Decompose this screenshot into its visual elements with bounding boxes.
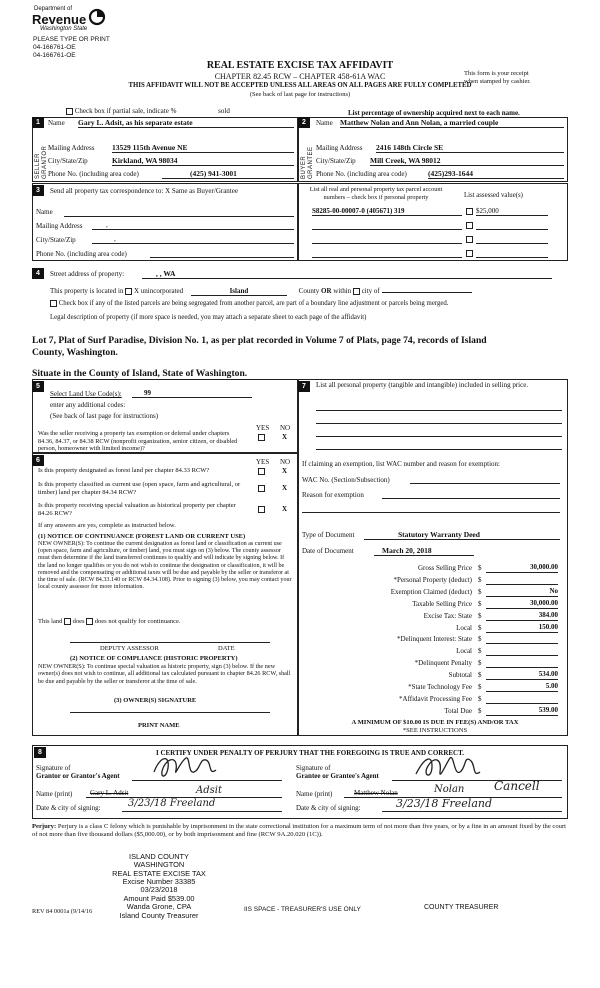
tax-row-value: 30,000.00 (486, 563, 558, 573)
tax-row-label: *Affidavit Processing Fee (399, 695, 472, 703)
street-address: , , WA (142, 269, 552, 279)
parcel-blank-line[interactable] (312, 249, 462, 258)
assessed-header: List assessed value(s) (464, 192, 523, 199)
grantee-date-field[interactable] (382, 797, 562, 812)
grantor-sig-label-line2: Grantor or Grantor's Agent (36, 772, 120, 781)
exemption-yes-checkbox[interactable] (258, 434, 265, 441)
perjury-notice (32, 823, 568, 839)
grantee-print-label: Name (print) (296, 790, 333, 798)
grantor-signature-scribble (150, 752, 220, 784)
notice-compliance-body: NEW OWNER(S): To continue special valuation as historic property, sign (3) below. If the new owner(s) does not wish to continue, all additional tax calculated pursuant to chapter 84.26 RCW, shall be due and payable by the seller or transferor at the time of sale. (38, 663, 291, 685)
tax-row-label: *Delinquent Penalty (414, 659, 472, 667)
swirl-logo-icon (88, 8, 106, 26)
tax-row-currency: $ (478, 671, 482, 679)
personal-property-checkbox[interactable] (466, 208, 473, 215)
seller-phone: (425) 941-3001 (162, 169, 294, 179)
land-use-see-back: (See back of last page for instructions) (50, 412, 159, 420)
section-number: 4 (32, 268, 44, 279)
historic-answer: X (282, 505, 288, 513)
form-revision: REV 84 0001a (9/14/16 (32, 908, 93, 915)
date-label: DATE (218, 645, 235, 652)
assessed-blank-line[interactable] (476, 235, 548, 244)
historic-yes-checkbox[interactable] (258, 506, 265, 513)
tax-row-value: 539.00 (486, 706, 558, 716)
tax-row-label: Subtotal (448, 671, 472, 679)
tax-row-label: Taxable Selling Price (412, 600, 472, 608)
minimum-note: A MINIMUM OF $10.00 IS DUE IN FEE(S) AND/OR TAX (351, 719, 519, 726)
logo-revenue: Revenue (32, 12, 87, 27)
forest-yes-checkbox[interactable] (258, 468, 265, 475)
section-number: 1 (32, 117, 44, 128)
tax-row-value (486, 634, 558, 644)
no-header: NO (280, 424, 291, 432)
buyer-address: 2416 148th Circle SE (376, 143, 564, 153)
tax-row-value (486, 694, 558, 704)
seller-city-label: City/State/Zip (48, 157, 88, 165)
tax-row-value: 30,000.00 (486, 599, 558, 609)
partial-sale-checkbox[interactable] (66, 108, 73, 115)
seller-name: Gary L. Adsit, as his separate estate (78, 118, 294, 128)
stamp-line: Wanda Grone, CPA (126, 902, 192, 912)
additional-codes-label: enter any additional codes: (50, 401, 126, 409)
grantee-handwritten-city: Cancell (494, 779, 540, 793)
perjury-text: Perjury is a class C felony which is punishable by imprisonment in the state correctional institution for a maximum term of not more than five years, or by a fine in an amount fixed by the court of not more than five thousand dollars ($5,000.00), or by both imprisonment and fine (RCW 9A.20.020 (1C)). (32, 823, 566, 839)
exemption-claim-label: If claiming an exemption, list WAC number and reason for exemption: (302, 460, 500, 468)
page-title: REAL ESTATE EXCISE TAX AFFIDAVIT (206, 60, 394, 71)
tax-row-label: *Delinquent Interest: State (396, 635, 472, 643)
tax-row-currency: $ (478, 564, 482, 572)
tax-row-currency: $ (478, 683, 482, 691)
tax-row-label: Gross Selling Price (417, 564, 472, 572)
buyer-phone: (425)293-1644 (428, 169, 564, 179)
tax-row-value: 384.00 (486, 611, 558, 621)
tax-row-value: 534.00 (486, 670, 558, 680)
legal-description: Lot 7, Plat of Surf Paradise, Division No. 1, as per plat recorded in Volume 7 of Plats, page 74, records of Island (32, 335, 487, 346)
tax-row-currency: $ (478, 647, 482, 655)
print-note: PLEASE TYPE OR PRINT (33, 36, 110, 43)
located-row (50, 285, 472, 296)
see-instructions: *SEE INSTRUCTIONS (402, 727, 468, 734)
does-not-checkbox[interactable] (86, 618, 93, 625)
taxpayer-city-field[interactable] (92, 235, 294, 244)
tax-row-label: Local (456, 624, 472, 632)
tax-row-label: *State Technology Fee (408, 683, 472, 691)
tax-row-value (486, 658, 558, 668)
current-use-yes-checkbox[interactable] (258, 485, 265, 492)
buyer-city: Mill Creek, WA 98012 (370, 156, 564, 166)
city-field[interactable] (382, 285, 472, 293)
grantor-print-label: Name (print) (36, 790, 73, 798)
stamp-line: ISLAND COUNTY WASHINGTON (129, 852, 189, 870)
receipt-note: when stamped by cashier. (464, 78, 531, 85)
continuance-row (38, 618, 181, 626)
ownership-note: List percentage of ownership acquired next to each name. (348, 109, 520, 117)
reason-field[interactable] (382, 491, 560, 499)
within-label: within (333, 287, 352, 295)
personal-property-checkbox[interactable] (466, 222, 473, 229)
forest-answer: X (282, 467, 288, 475)
grantee-handwritten-name: Nolan (434, 784, 465, 795)
doc-type: Statutory Warranty Deed (364, 530, 560, 540)
warning-line: THIS AFFIDAVIT WILL NOT BE ACCEPTED UNLESS ALL AREAS ON ALL PAGES ARE FULLY COMPLETED (128, 82, 472, 89)
form-code: 04-166761-OE (33, 52, 76, 59)
grantor-print-field[interactable] (86, 785, 282, 798)
taxpayer-phone-field[interactable] (150, 249, 294, 258)
tax-row-label: Excise Tax: State (423, 612, 472, 620)
section-number: 7 (298, 381, 310, 392)
current-use-question: Is this property classified as current use (open space, farm and agricultural, or timber) land per chapter 84.34 RCW? (38, 481, 241, 496)
doc-type-label: Type of Document (302, 531, 355, 539)
does-checkbox[interactable] (64, 618, 71, 625)
county-treasurer-label: COUNTY TREASURER (424, 904, 499, 911)
tax-row-label: Total Due (444, 707, 472, 715)
taxpayer-phone-label: Phone No. (including area code) (36, 250, 127, 258)
tax-row-currency: $ (478, 612, 482, 620)
buyer-side-label: BUYER GRANTEE (301, 146, 315, 179)
tax-row-value (486, 646, 558, 656)
stamp-line: Excise Number 33385 (122, 877, 196, 887)
print-name-label: PRINT NAME (138, 722, 180, 729)
reason-field[interactable] (302, 505, 560, 513)
grantor-print-name: Gary L. Adsit (90, 789, 129, 797)
land-use-label: Select Land Use Code(s): (50, 390, 122, 398)
section-number: 3 (32, 185, 44, 196)
tax-row-label: *Personal Property (deduct) (393, 576, 472, 584)
tax-row-currency: $ (478, 635, 482, 643)
segregated-label: Check box if any of the listed parcels are being segregated from another parcel, are part of a boundary line adjustment or parcels being merged. (58, 300, 449, 308)
logo-dept-line: Department of (34, 6, 73, 12)
parcels-header: List all real and personal property tax parcel account numbers – check box if personal property (309, 186, 443, 201)
tax-row-value: 5.00 (486, 682, 558, 692)
deputy-assessor-label: DEPUTY ASSESSOR (100, 645, 159, 652)
grantor-date-label: Date & city of signing: (36, 804, 101, 812)
this-land-label: This land (38, 618, 63, 625)
tax-row-currency: $ (478, 588, 482, 596)
legal-description: County, Washington. (32, 347, 118, 358)
unincorporated-checkbox[interactable] (125, 288, 132, 295)
buyer-city-label: City/State/Zip (316, 157, 356, 165)
seller-address-label: Mailing Address (48, 144, 95, 152)
partial-sale-row (66, 107, 230, 115)
buyer-name-label: Name (316, 119, 333, 127)
or-label: OR (321, 287, 332, 295)
notice-continuance-body: NEW OWNER(S): To continue the current designation as forest land or classification as current use (open space, farm and agriculture, or timber) land, you must sign on (3) below. The county assessor must then determine if the land transferred continues to qualify and will indicate by signing below. If the land no longer qualifies or you do not wish to continue the designation or classification, it will be removed and the compensating or additional taxes will be due and payable by the seller or transferor at the time of sale. (RCW 84.33.140 or RCW 84.34.108). Prior to signing (3) below, you may contact your local county assessor for more information. (38, 541, 292, 591)
exemption-answer: X (282, 433, 288, 441)
grantee-print-name: Matthew Nolan (354, 789, 398, 797)
certify-statement: I CERTIFY UNDER PENALTY OF PERJURY THAT THE FOREGOING IS TRUE AND CORRECT. (155, 749, 464, 757)
grantee-sig-label-line2: Grantee or Grantee's Agent (296, 772, 379, 781)
reason-label: Reason for exemption (302, 491, 364, 499)
same-as-buyer: X Same as Buyer/Grantee (165, 187, 238, 195)
assessed-blank-line[interactable] (476, 221, 548, 230)
taxpayer-city-value: , (114, 235, 116, 243)
wac-label: WAC No. (Section/Subsection) (302, 476, 390, 484)
sold-label: sold (218, 107, 230, 115)
historic-question: Is this property receiving special valuation as historical property per chapter 84.26 RCW? (38, 502, 236, 517)
personal-property-line[interactable] (316, 403, 562, 411)
taxpayer-address-label: Mailing Address (36, 222, 83, 230)
legal-label: Legal description of property (if more space is needed, you may attach a separate sheet to each page of the affidavit) (50, 314, 367, 321)
tax-row-label: Local (456, 647, 472, 655)
seller-exemption-question: Was the seller receiving a property tax exemption or deferral under chapters 84.36, 84.37, or 84.38 RCW (nonprofit organization, senior citizen, or disabled person, homeowner with limited income)? (38, 430, 238, 453)
logo-state: Washington State (40, 26, 88, 32)
doc-date-label: Date of Document (302, 547, 354, 555)
complete-note: If any answers are yes, complete as instructed below. (38, 522, 176, 529)
forest-land-question: Is this property designated as forest land per chapter 84.33 RCW? (38, 467, 210, 474)
grantor-date-field[interactable] (122, 798, 282, 812)
no-header: NO (280, 458, 291, 466)
current-use-answer: X (282, 484, 288, 492)
tax-row-value: No (486, 587, 558, 597)
section-number: 6 (32, 455, 44, 466)
personal-property-checkbox[interactable] (466, 250, 473, 257)
stamp-line: 03/23/2018 (140, 885, 178, 895)
parcel-number: S8285-00-00007-0 (405671) 319 (312, 207, 462, 216)
does-not-label: does not qualify for continuance. (94, 618, 181, 625)
section-number: 5 (32, 381, 44, 392)
taxpayer-city-label: City/State/Zip (36, 236, 76, 244)
wac-field[interactable] (410, 476, 560, 484)
section-number: 8 (34, 747, 46, 758)
legal-description: Situate in the County of Island, State of Washington. (32, 368, 248, 379)
seller-city: Kirkland, WA 98034 (112, 156, 294, 166)
grantee-date-label: Date & city of signing: (296, 804, 361, 812)
buyer-phone-label: Phone No. (including area code) (316, 170, 407, 178)
perjury-label: Perjury: (32, 823, 57, 830)
stamp-line: Island County Treasurer (119, 910, 199, 920)
county-label: County (298, 287, 320, 295)
instructions-note: (See back of last page for instructions) (249, 91, 351, 98)
tax-row-label: Exemption Claimed (deduct) (390, 588, 472, 596)
buyer-address-label: Mailing Address (316, 144, 363, 152)
unincorporated-label: X unincorporated (133, 287, 184, 295)
county-name: Island (191, 287, 287, 296)
seller-side-label: SELLER GRANTOR (35, 145, 49, 179)
grantor-sig-label (36, 764, 120, 781)
taxpayer-address-value: , (106, 221, 108, 229)
personal-property-line[interactable] (316, 442, 562, 450)
parcel-blank-line[interactable] (312, 221, 462, 230)
tax-row-value: 150.00 (486, 623, 558, 633)
land-use-code: 99 (132, 389, 252, 398)
correspondence-label: Send all property tax correspondence to: (50, 187, 164, 195)
taxpayer-label (50, 187, 238, 195)
assessed-value: $25,000 (476, 207, 548, 216)
located-label: This property is located in (50, 287, 124, 295)
grantee-date-city: 3/23/18 Freeland (396, 797, 493, 810)
treasurer-use-label: IIS SPACE - TREASURER'S USE ONLY (244, 906, 361, 913)
tax-row-currency: $ (478, 576, 482, 584)
segregated-checkbox[interactable] (50, 300, 57, 307)
assessed-blank-line[interactable] (476, 249, 548, 258)
tax-row-currency: $ (478, 600, 482, 608)
stamp-line: Amount Paid $539.00 (123, 893, 195, 903)
dor-logo (26, 6, 106, 36)
city-of-label: city of (361, 287, 380, 295)
taxpayer-name-label: Name (36, 208, 53, 216)
deputy-assessor-line[interactable] (70, 637, 270, 643)
treasurer-stamp (104, 853, 214, 920)
form-code: 04-166761-OE (33, 44, 76, 51)
yes-header: YES (256, 424, 270, 432)
parcel-blank-line[interactable] (312, 235, 462, 244)
personal-property-line[interactable] (316, 429, 562, 437)
owner-signature-label: (3) OWNER(S) SIGNATURE (114, 697, 197, 704)
seller-address: 13529 115th Avenue NE (112, 143, 294, 153)
section-number: 2 (298, 117, 310, 128)
tax-row-currency: $ (478, 707, 482, 715)
partial-sale-label: Check box if partial sale, indicate % (74, 107, 177, 115)
grantor-handwritten-name: Adsit (196, 785, 222, 796)
segregated-row (50, 300, 449, 308)
does-label: does (72, 618, 85, 625)
doc-date: March 20, 2018 (374, 546, 474, 556)
city-checkbox[interactable] (353, 288, 360, 295)
tax-row-currency: $ (478, 659, 482, 667)
street-label: Street address of property: (50, 270, 125, 278)
tax-row-currency: $ (478, 695, 482, 703)
personal-property-checkbox[interactable] (466, 236, 473, 243)
grantee-sig-label (296, 764, 379, 781)
owner-signature-line[interactable] (70, 707, 270, 713)
tax-row-currency: $ (478, 624, 482, 632)
grantee-signature-scribble (412, 752, 484, 784)
personal-property-label: List all personal property (tangible and intangible) included in selling price. (316, 381, 529, 389)
buyer-name: Matthew Nolan and Ann Nolan, a married couple (340, 118, 564, 128)
notice-continuance-title: (1) NOTICE OF CONTINUANCE (FOREST LAND OR CURRENT USE) (38, 533, 246, 540)
personal-property-line[interactable] (316, 416, 562, 424)
chapter-line: CHAPTER 82.45 RCW – CHAPTER 458-61A WAC (214, 72, 386, 81)
taxpayer-name-field[interactable] (64, 208, 294, 217)
seller-phone-label: Phone No. (including area code) (48, 170, 139, 178)
seller-name-label: Name (48, 119, 65, 127)
receipt-note: This form is your receipt (464, 70, 529, 77)
notice-compliance-title: (2) NOTICE OF COMPLIANCE (HISTORIC PROPERTY) (70, 655, 238, 662)
taxpayer-address-field[interactable] (92, 221, 294, 230)
yes-header: YES (256, 458, 270, 466)
tax-row-value (486, 575, 558, 585)
grantee-sig-label-line1: Signature of (296, 764, 331, 772)
grantor-sig-label-line1: Signature of (36, 764, 71, 772)
stamp-line: REAL ESTATE EXCISE TAX (112, 868, 206, 878)
grantor-date-city: 3/23/18 Freeland (128, 798, 216, 809)
